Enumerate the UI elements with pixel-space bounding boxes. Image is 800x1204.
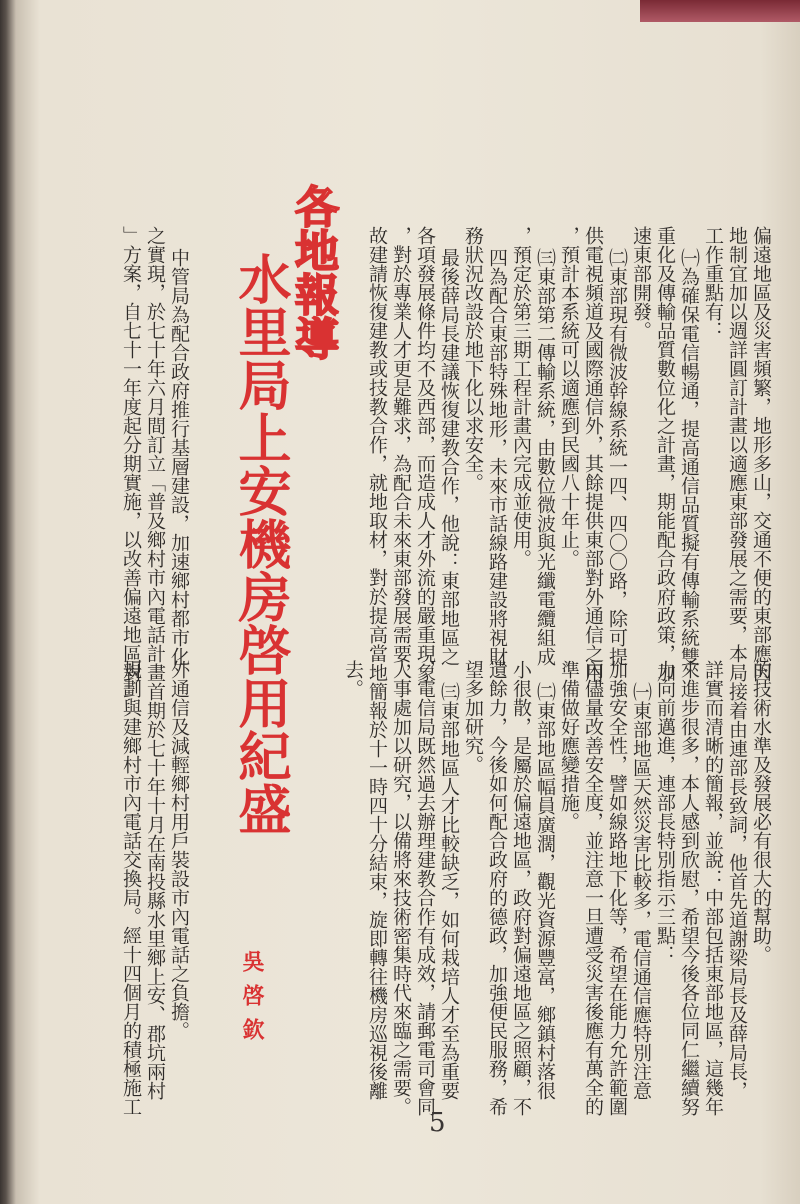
text-column: ，預定於第三期工程計畫內完成並使用。 [510,226,532,568]
text-column: 重化及傳輸品質數位化之計畫，期能配合政府政策，加 [654,226,676,682]
text-column: 」方案，自七十一年度起分期實施，以改善偏遠地區對 [120,226,142,682]
author-name: 吳啓欽 [239,950,265,1052]
text-column: 準備做好應變措施。 [558,660,580,831]
text-column: 詳實而清晰的簡報，並說：中部包括東部地區，這幾年 [702,660,724,1116]
text-column: 四為配合東部特殊地形，未來市話線路建設將視財 [486,248,508,666]
text-column: ，電信局既然過去辦理建教合作有成效，請郵電司會同 [414,660,436,1116]
text-column: 規劃與建鄉村市內電話交換局。經十四個月的積極施工 [120,660,142,1116]
text-column: 最後薛局長建議恢復建教合作，他說：東部地區之 [438,248,460,666]
text-column: ㈠為確保電信暢通，提高通信品質擬有傳輸系統雙 [678,248,700,666]
text-column: 接着由連部長致詞，他首先道謝梁局長及薛局長， [726,682,748,1100]
text-column: 務狀況改設於地下化以求安全。 [462,226,484,492]
text-column: ㈡東部地區幅員廣濶，觀光資源豐富，鄉鎮村落很 [534,682,556,1100]
text-column: 人事處加以研究，以備將來技術密集時代來臨之需要。 [390,660,412,1116]
text-column: 工作重點有： [702,226,724,340]
text-column: 遺餘力，今後如何配合政府的德政，加強便民服務，希 [486,660,508,1116]
text-column: 故建請恢復建教或技教合作，就地取材，對於提高當地 [366,226,388,682]
text-column: 供電視頻道及國際通信外，其餘提供東部對外通信之用 [582,226,604,682]
text-column: ，對於專業人才更是難求，為配合未來東部發展需要， [390,226,412,682]
text-column: 內儘量改善安全度，並注意一旦遭受災害後應有萬全的 [582,660,604,1116]
book-binding-edge [640,0,800,22]
magazine-page [32,20,792,1204]
text-column: ，預計本系統可以適應到民國八十年止。 [558,226,580,568]
text-column: 首期於七十年十月在南投縣水里鄉上安、郡坑兩村 [144,682,166,1100]
section-tag: 各地報導 [287,184,338,360]
text-column: 去。 [342,660,364,698]
text-column: 小很散，是屬於偏遠地區，政府對偏遠地區之照顧，不 [510,660,532,1116]
text-column: ㈠東部地區天然災害比較多，電信通信應特別注意 [630,682,652,1100]
text-column: 地制宜加以週詳圓訂計畫以適應東部發展之需要，本局 [726,226,748,682]
text-column: ㈢東部第二傳輸系統，由數位微波與光纖電纜組成 [534,248,556,666]
text-column: 速東部開發。 [630,226,652,340]
text-column: 望多加研究。 [462,660,484,774]
text-column: 中管局為配合政府推行基層建設，加速鄉村都市化 [168,248,190,666]
text-column: 之實現，於七十年六月間訂立「普及鄉村市內電話計畫 [144,226,166,682]
article-title: 水里局上安機房啓用紀盛 [230,252,291,835]
text-column: 簡報於十一時四十分結束，旋即轉往機房巡視後離 [366,682,388,1100]
text-column: ㈡東部現有微波幹線系統一四、四〇〇路，除可提 [606,248,628,666]
text-column: 來進步很多，本人感到欣慰，希望今後各位同仁繼續努 [678,660,700,1116]
text-column: 外通信及減輕鄉村用戶裝設市內電話之負擔。 [168,660,190,1040]
text-column: 加強安全性，譬如線路地下化等，希望在能力允許範圍 [606,660,628,1116]
text-column: 偏遠地區及災害頻繁，地形多山，交通不便的東部應因 [750,226,772,682]
text-column: 各項發展條件均不及西部，而造成人才外流的嚴重現象 [414,226,436,682]
text-column: 的技術水準及發展必有很大的幫助。 [750,660,772,964]
text-column: 力向前邁進，連部長特別指示三點： [654,660,676,964]
text-column: ㈢東部地區人才比較缺乏，如何栽培人才至為重要 [438,682,460,1100]
page-number: 5 [429,1108,446,1138]
